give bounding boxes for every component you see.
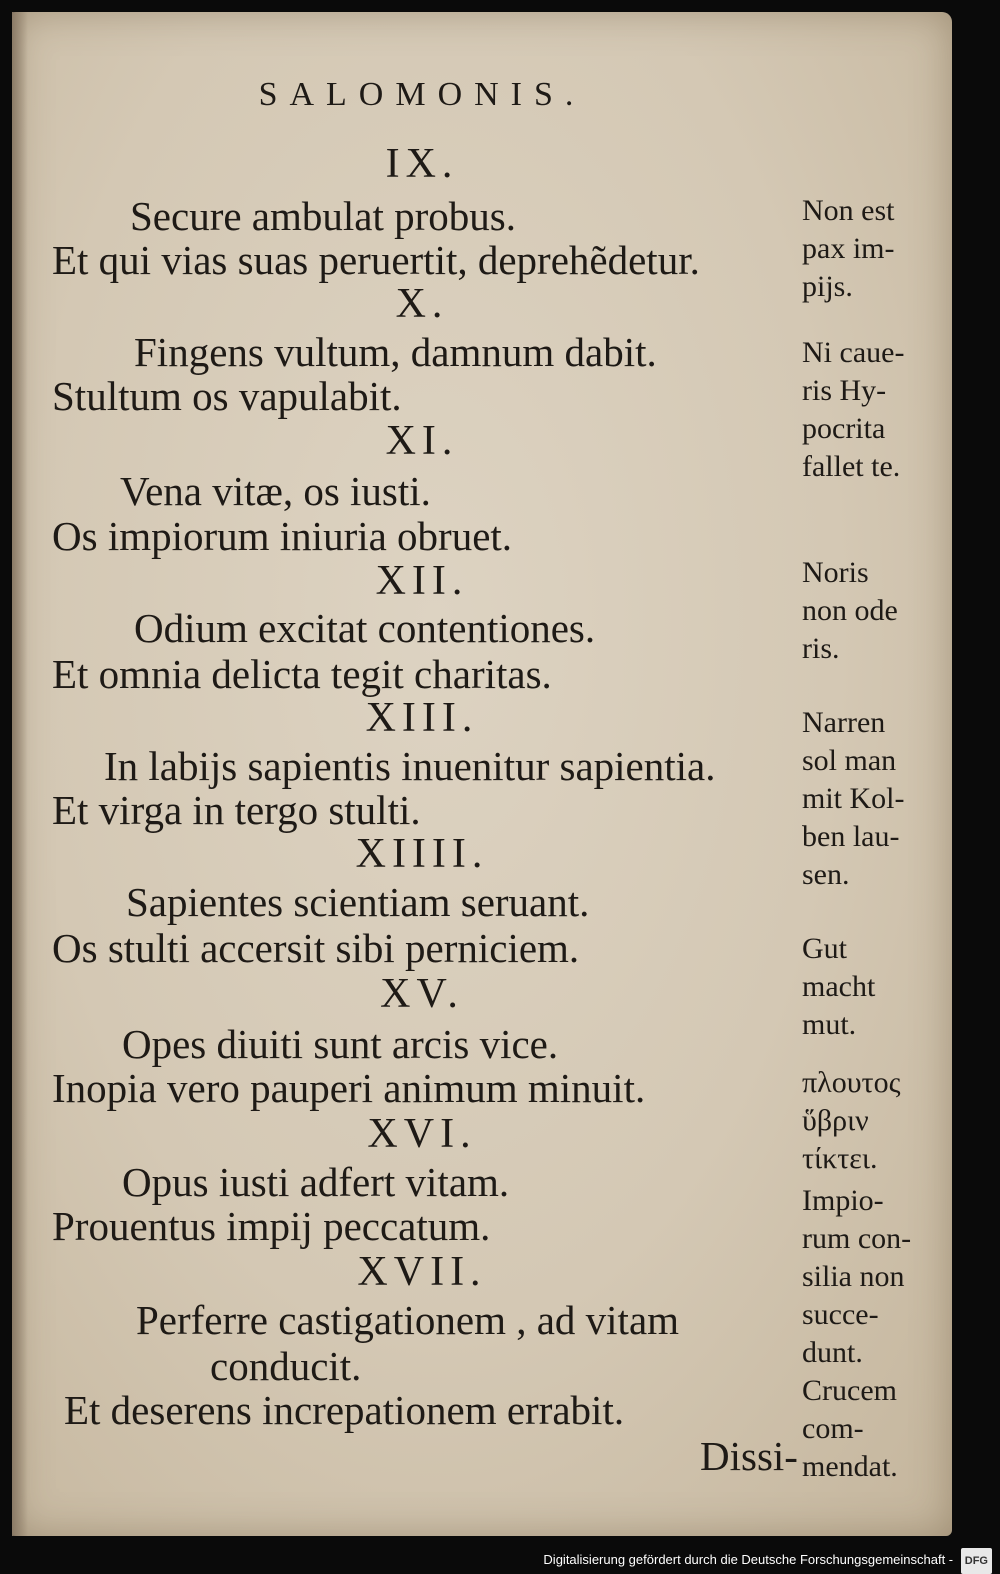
margin-note-line: silia non [802, 1260, 905, 1293]
verse-line: Prouentus impij peccatum. [52, 1203, 491, 1249]
margin-note-line: Noris [802, 556, 869, 589]
proverb-number: X. [395, 281, 449, 327]
verse-line: Et virga in tergo stulti. [52, 787, 421, 833]
margin-note [802, 1372, 962, 1486]
proverb-number: XIIII. [355, 831, 489, 877]
margin-note-line: ris Hy- [802, 374, 887, 407]
verse-line: Perferre castigationem , ad vitam [136, 1297, 680, 1343]
margin-note-line: succe- [802, 1298, 879, 1331]
digitization-credit [0, 1548, 1000, 1572]
margin-note [802, 554, 962, 668]
proverb-number: XVII. [357, 1249, 487, 1295]
margin-note-line: dunt. [802, 1336, 863, 1369]
verse-line: Et omnia delicta tegit charitas. [52, 651, 552, 697]
proverb-number: XV. [380, 971, 464, 1017]
margin-note-line: Crucem [802, 1374, 897, 1407]
proverb-number: IX. [385, 141, 459, 187]
margin-note-line: fallet te. [802, 450, 901, 483]
verse-line: In labijs sapientis inuenitur sapientia. [104, 743, 716, 789]
margin-note-line: mut. [802, 1008, 857, 1041]
margin-note-line: ὕβριν [802, 1104, 869, 1137]
margin-note-line: Narren [802, 706, 886, 739]
margin-note-line: sol man [802, 744, 897, 777]
proverb-number: XIII. [365, 695, 479, 741]
margin-note-line: Impio- [802, 1184, 884, 1217]
verse-line: Et qui vias suas peruertit, deprehẽdetur. [52, 237, 700, 283]
verse-line: Secure ambulat probus. [130, 193, 516, 239]
margin-note-line: τίκτει. [802, 1142, 878, 1175]
verse-line: Vena vitæ, os iusti. [120, 468, 431, 514]
catchword: Dissi- [700, 1433, 798, 1479]
margin-note-line: pocrita [802, 412, 886, 445]
credit-text: Digitalisierung gefördert durch die Deutsche Forschungsgemeinschaft - [543, 1552, 954, 1567]
margin-note-line: rum con- [802, 1222, 912, 1255]
verse-line: Stultum os vapulabit. [52, 373, 402, 419]
margin-note [802, 334, 962, 486]
verse-line: Fingens vultum, damnum dabit. [134, 329, 657, 375]
margin-note-line: sen. [802, 858, 850, 891]
verse-line: Os impiorum iniuria obruet. [52, 513, 513, 559]
margin-note-line: Ni caue- [802, 336, 905, 369]
verse-line: Et deserens increpationem errabit. [64, 1387, 625, 1433]
margin-note-line: com- [802, 1412, 864, 1445]
margin-note-line: mit Kol- [802, 782, 905, 815]
verse-line: Opus iusti adfert vitam. [122, 1159, 510, 1205]
margin-note-line: pijs. [802, 270, 853, 303]
page-gutter-shadow [12, 12, 28, 1536]
verse-line: conducit. [210, 1343, 362, 1389]
margin-note [802, 192, 962, 306]
margin-note-line: ris. [802, 632, 840, 665]
margin-note-line: mendat. [802, 1450, 898, 1483]
verse-line: Os stulti accersit sibi perniciem. [52, 925, 580, 971]
margin-note [802, 1182, 962, 1372]
verse-line: Inopia vero pauperi animum minuit. [52, 1065, 646, 1111]
margin-note [802, 930, 962, 1044]
verse-line: Opes diuiti sunt arcis vice. [122, 1021, 559, 1067]
margin-note [802, 1064, 962, 1178]
margin-note-line: ben lau- [802, 820, 900, 853]
book-page [12, 12, 952, 1536]
margin-note-line: πλουτος [802, 1066, 901, 1099]
margin-note-line: non ode [802, 594, 898, 627]
verse-line: Odium excitat contentiones. [134, 605, 596, 651]
margin-note-line: Non est [802, 194, 895, 227]
margin-note [802, 704, 962, 894]
margin-note-line: pax im- [802, 232, 895, 265]
proverb-number: XII. [375, 558, 469, 604]
margin-note-line: Gut [802, 932, 847, 965]
margin-note-line: macht [802, 970, 876, 1003]
proverb-number: XVI. [367, 1111, 477, 1157]
proverb-number: XI. [385, 418, 459, 464]
verse-line: Sapientes scientiam seruant. [126, 879, 590, 925]
running-header: SALOMONIS. [258, 76, 586, 113]
dfg-logo: DFG [961, 1548, 992, 1574]
